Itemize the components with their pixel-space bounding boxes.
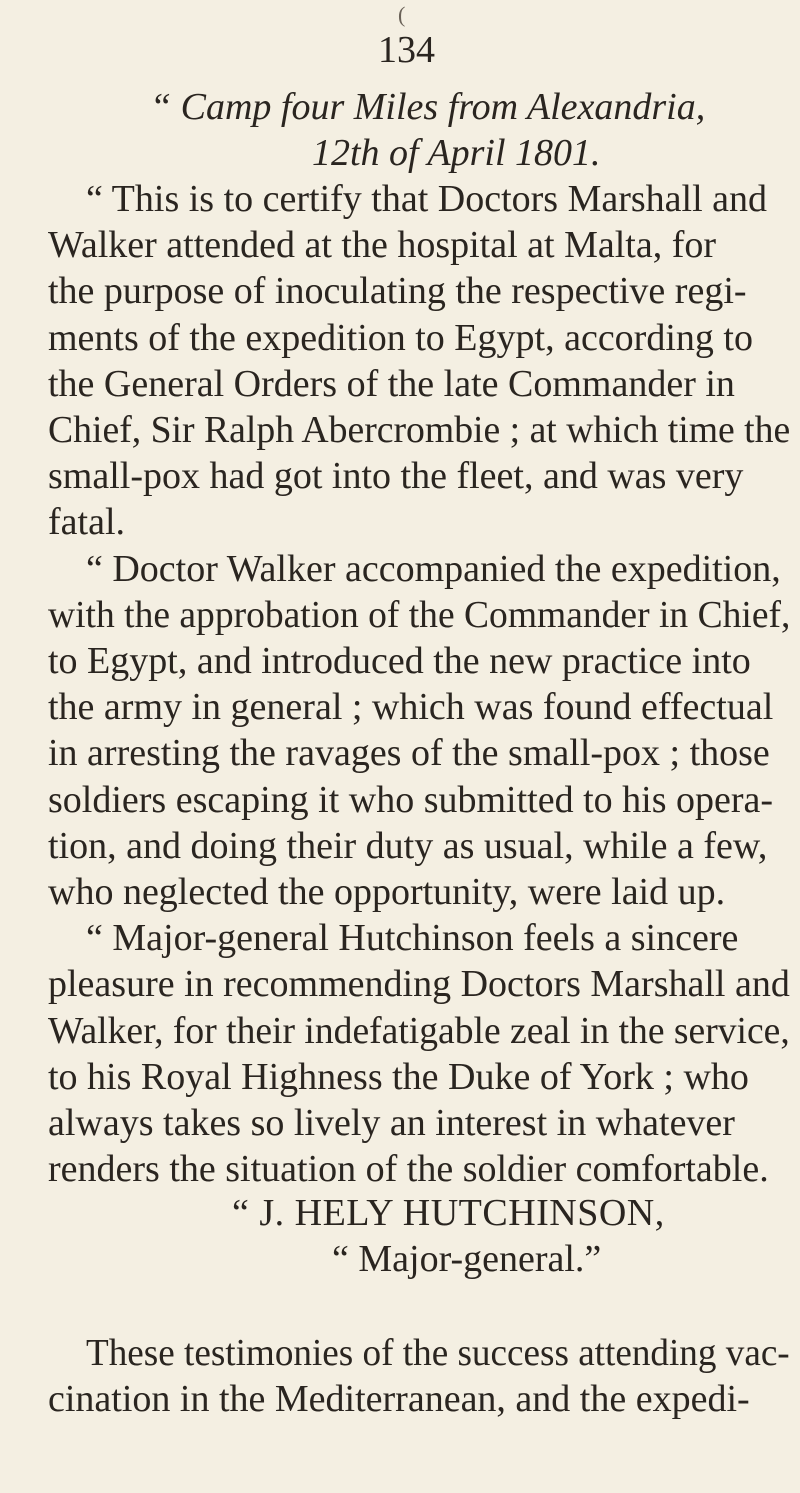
text-line: the purpose of inoculating the respective regi- xyxy=(48,270,747,312)
signature-title: “ Major-general.” xyxy=(332,1238,602,1280)
closing-line: These testimonies of the success attending vac- xyxy=(86,1332,790,1374)
text-line: “ Doctor Walker accompanied the expedition, xyxy=(86,548,781,590)
signature-name: “ J. HELY HUTCHINSON, xyxy=(232,1192,665,1234)
text-line: in arresting the ravages of the small-pox ; those xyxy=(48,732,770,774)
text-line: who neglected the opportunity, were laid up. xyxy=(48,871,726,913)
text-line: Walker, for their indefatigable zeal in the service, xyxy=(48,1010,790,1052)
page-mark: ( xyxy=(398,2,406,27)
text-line: to his Royal Highness the Duke of York ; who xyxy=(48,1056,749,1098)
page-number: 134 xyxy=(378,29,435,71)
text-line: small-pox had got into the fleet, and was very xyxy=(48,455,744,497)
text-line: to Egypt, and introduced the new practice into xyxy=(48,640,751,682)
text-line: the General Orders of the late Commander in xyxy=(48,363,735,405)
text-line: tion, and doing their duty as usual, while a few, xyxy=(48,825,768,867)
text-line: “ This is to certify that Doctors Marshall and xyxy=(86,178,768,220)
text-line: Walker attended at the hospital at Malta, for xyxy=(48,224,717,266)
text-line: with the approbation of the Commander in Chief, xyxy=(48,594,791,636)
heading-place: “ Camp four Miles from Alexandria, xyxy=(150,86,706,128)
text-line: renders the situation of the soldier comfortable. xyxy=(48,1148,769,1190)
text-line: Chief, Sir Ralph Abercrombie ; at which time the xyxy=(48,409,791,451)
text-line: pleasure in recommending Doctors Marshall and xyxy=(48,963,790,1005)
text-line: fatal. xyxy=(48,501,126,543)
text-line: soldiers escaping it who submitted to his opera- xyxy=(48,779,774,821)
text-line: “ Major-general Hutchinson feels a sincere xyxy=(86,917,739,959)
text-line: ments of the expedition to Egypt, according to xyxy=(48,317,753,359)
closing-line: cination in the Mediterranean, and the expedi- xyxy=(48,1378,750,1420)
text-line: always takes so lively an interest in whatever xyxy=(48,1102,735,1144)
heading-date: 12th of April 1801. xyxy=(312,132,601,174)
text-line: the army in general ; which was found effectual xyxy=(48,686,774,728)
